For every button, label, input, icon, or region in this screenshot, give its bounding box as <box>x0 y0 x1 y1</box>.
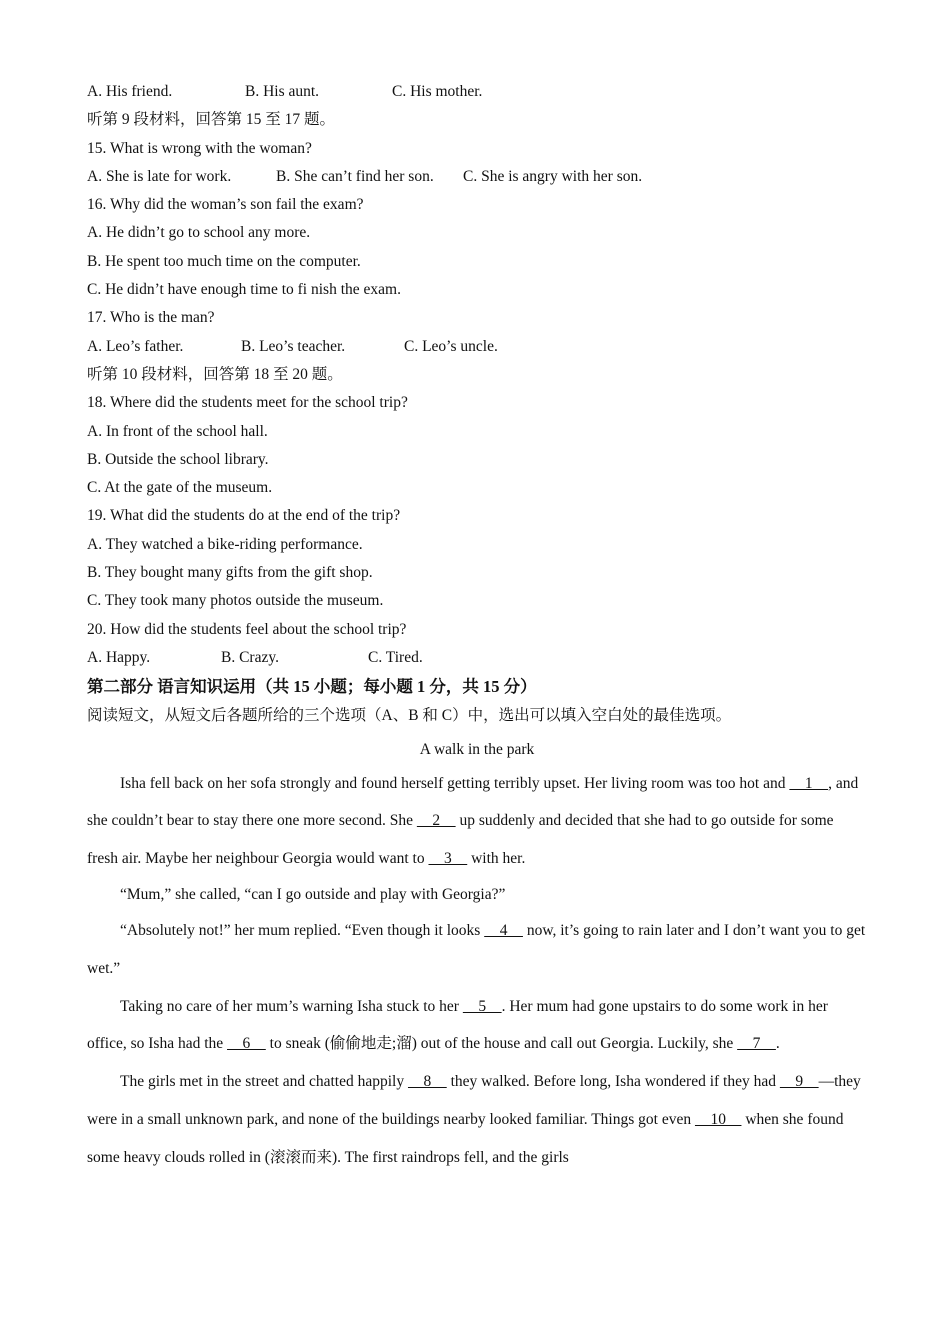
option-c: C. His mother. <box>392 83 483 100</box>
blank-5: 5 <box>462 997 502 1015</box>
q16-option-c: C. He didn’t have enough time to fi nish the exam. <box>87 281 401 299</box>
exam-page <box>87 78 867 1177</box>
option-b: B. Leo’s teacher. <box>241 337 346 355</box>
blank-7: 7 <box>737 1035 776 1053</box>
paragraph-2: “Mum,” she called, “can I go outside and play with Georgia?” <box>120 885 506 903</box>
section-10-heading: 听第 10 段材料，回答第 18 至 20 题。 <box>87 365 343 383</box>
question-17: 17. Who is the man? <box>87 309 215 327</box>
blank-10: 10 <box>694 1110 742 1128</box>
option-b: B. Crazy. <box>221 648 279 666</box>
option-a: A. Leo’s father. <box>87 337 184 355</box>
q19-option-b: B. They bought many gifts from the gift shop. <box>87 564 373 582</box>
paragraph-4: Taking no care of her mum’s warning Isha stuck to her 5 . Her mum had gone upstairs to do some work in her office, so Isha had the 6 to sneak (偷偷地走;溜) out of the house and call out Georgia. Luckily, she 7 . <box>87 997 828 1053</box>
question-20: 20. How did the students feel about the school trip? <box>87 620 407 638</box>
paragraph-3: “Absolutely not!” her mum replied. “Even though it looks 4 now, it’s going to rain later and I don’t want you to get wet.” <box>87 921 866 977</box>
question-15: 15. What is wrong with the woman? <box>87 139 312 157</box>
option-c: C. Tired. <box>368 648 423 666</box>
q19-option-c: C. They took many photos outside the museum. <box>87 592 384 610</box>
paragraph-5: The girls met in the street and chatted happily 8 they walked. Before long, Isha wondered if they had 9 —they were in a small unknown park, and none of the buildings nearby looked familiar. Things got even 10 when she found some heavy clouds rolled in (滚滚而来). The first raindrops fell, and the girls <box>87 1073 861 1166</box>
option-b: B. She can’t find her son. <box>276 167 434 185</box>
blank-8: 8 <box>407 1073 447 1091</box>
blank-1: 1 <box>789 774 829 792</box>
option-b: B. His aunt. <box>245 83 320 100</box>
option-a: A. She is late for work. <box>87 167 232 185</box>
option-a: A. His friend. <box>87 83 173 100</box>
blank-9: 9 <box>779 1073 819 1091</box>
passage-title: A walk in the park <box>419 740 535 758</box>
option-a: A. Happy. <box>87 648 151 666</box>
question-16: 16. Why did the woman’s son fail the exam? <box>87 196 364 214</box>
blank-2: 2 <box>416 812 456 830</box>
blank-4: 4 <box>484 921 523 939</box>
q16-option-a: A. He didn’t go to school any more. <box>87 224 311 242</box>
q17-options <box>87 333 867 361</box>
paragraph-1: Isha fell back on her sofa strongly and found herself getting terribly upset. Her living room was too hot and 1 , and she couldn’t bear to stay there one more second. She 2 up suddenly and decided that she had to go outside for some fresh air. Maybe her neighbour Georgia would want to 3 with her. <box>87 774 859 868</box>
q20-options <box>87 644 867 672</box>
question-19: 19. What did the students do at the end of the trip? <box>87 507 401 525</box>
blank-6: 6 <box>227 1035 266 1053</box>
q18-option-a: A. In front of the school hall. <box>87 422 268 440</box>
q18-option-c: C. At the gate of the museum. <box>87 479 273 497</box>
option-c: C. She is angry with her son. <box>463 167 643 185</box>
part-2-title: 第二部分 语言知识运用（共 15 小题；每小题 1 分，共 15 分） <box>87 677 537 697</box>
q18-option-b: B. Outside the school library. <box>87 450 269 468</box>
section-9-heading: 听第 9 段材料，回答第 15 至 17 题。 <box>87 111 336 129</box>
option-c: C. Leo’s uncle. <box>404 337 498 355</box>
q16-option-b: B. He spent too much time on the computer. <box>87 252 361 270</box>
q14-options <box>87 78 867 106</box>
question-18: 18. Where did the students meet for the school trip? <box>87 394 408 412</box>
part-2-instructions: 阅读短文，从短文后各题所给的三个选项（A、B 和 C）中，选出可以填入空白处的最佳选项。 <box>87 707 732 725</box>
q19-option-a: A. They watched a bike-riding performance. <box>87 535 363 553</box>
q15-options <box>87 163 867 191</box>
blank-3: 3 <box>428 850 468 868</box>
